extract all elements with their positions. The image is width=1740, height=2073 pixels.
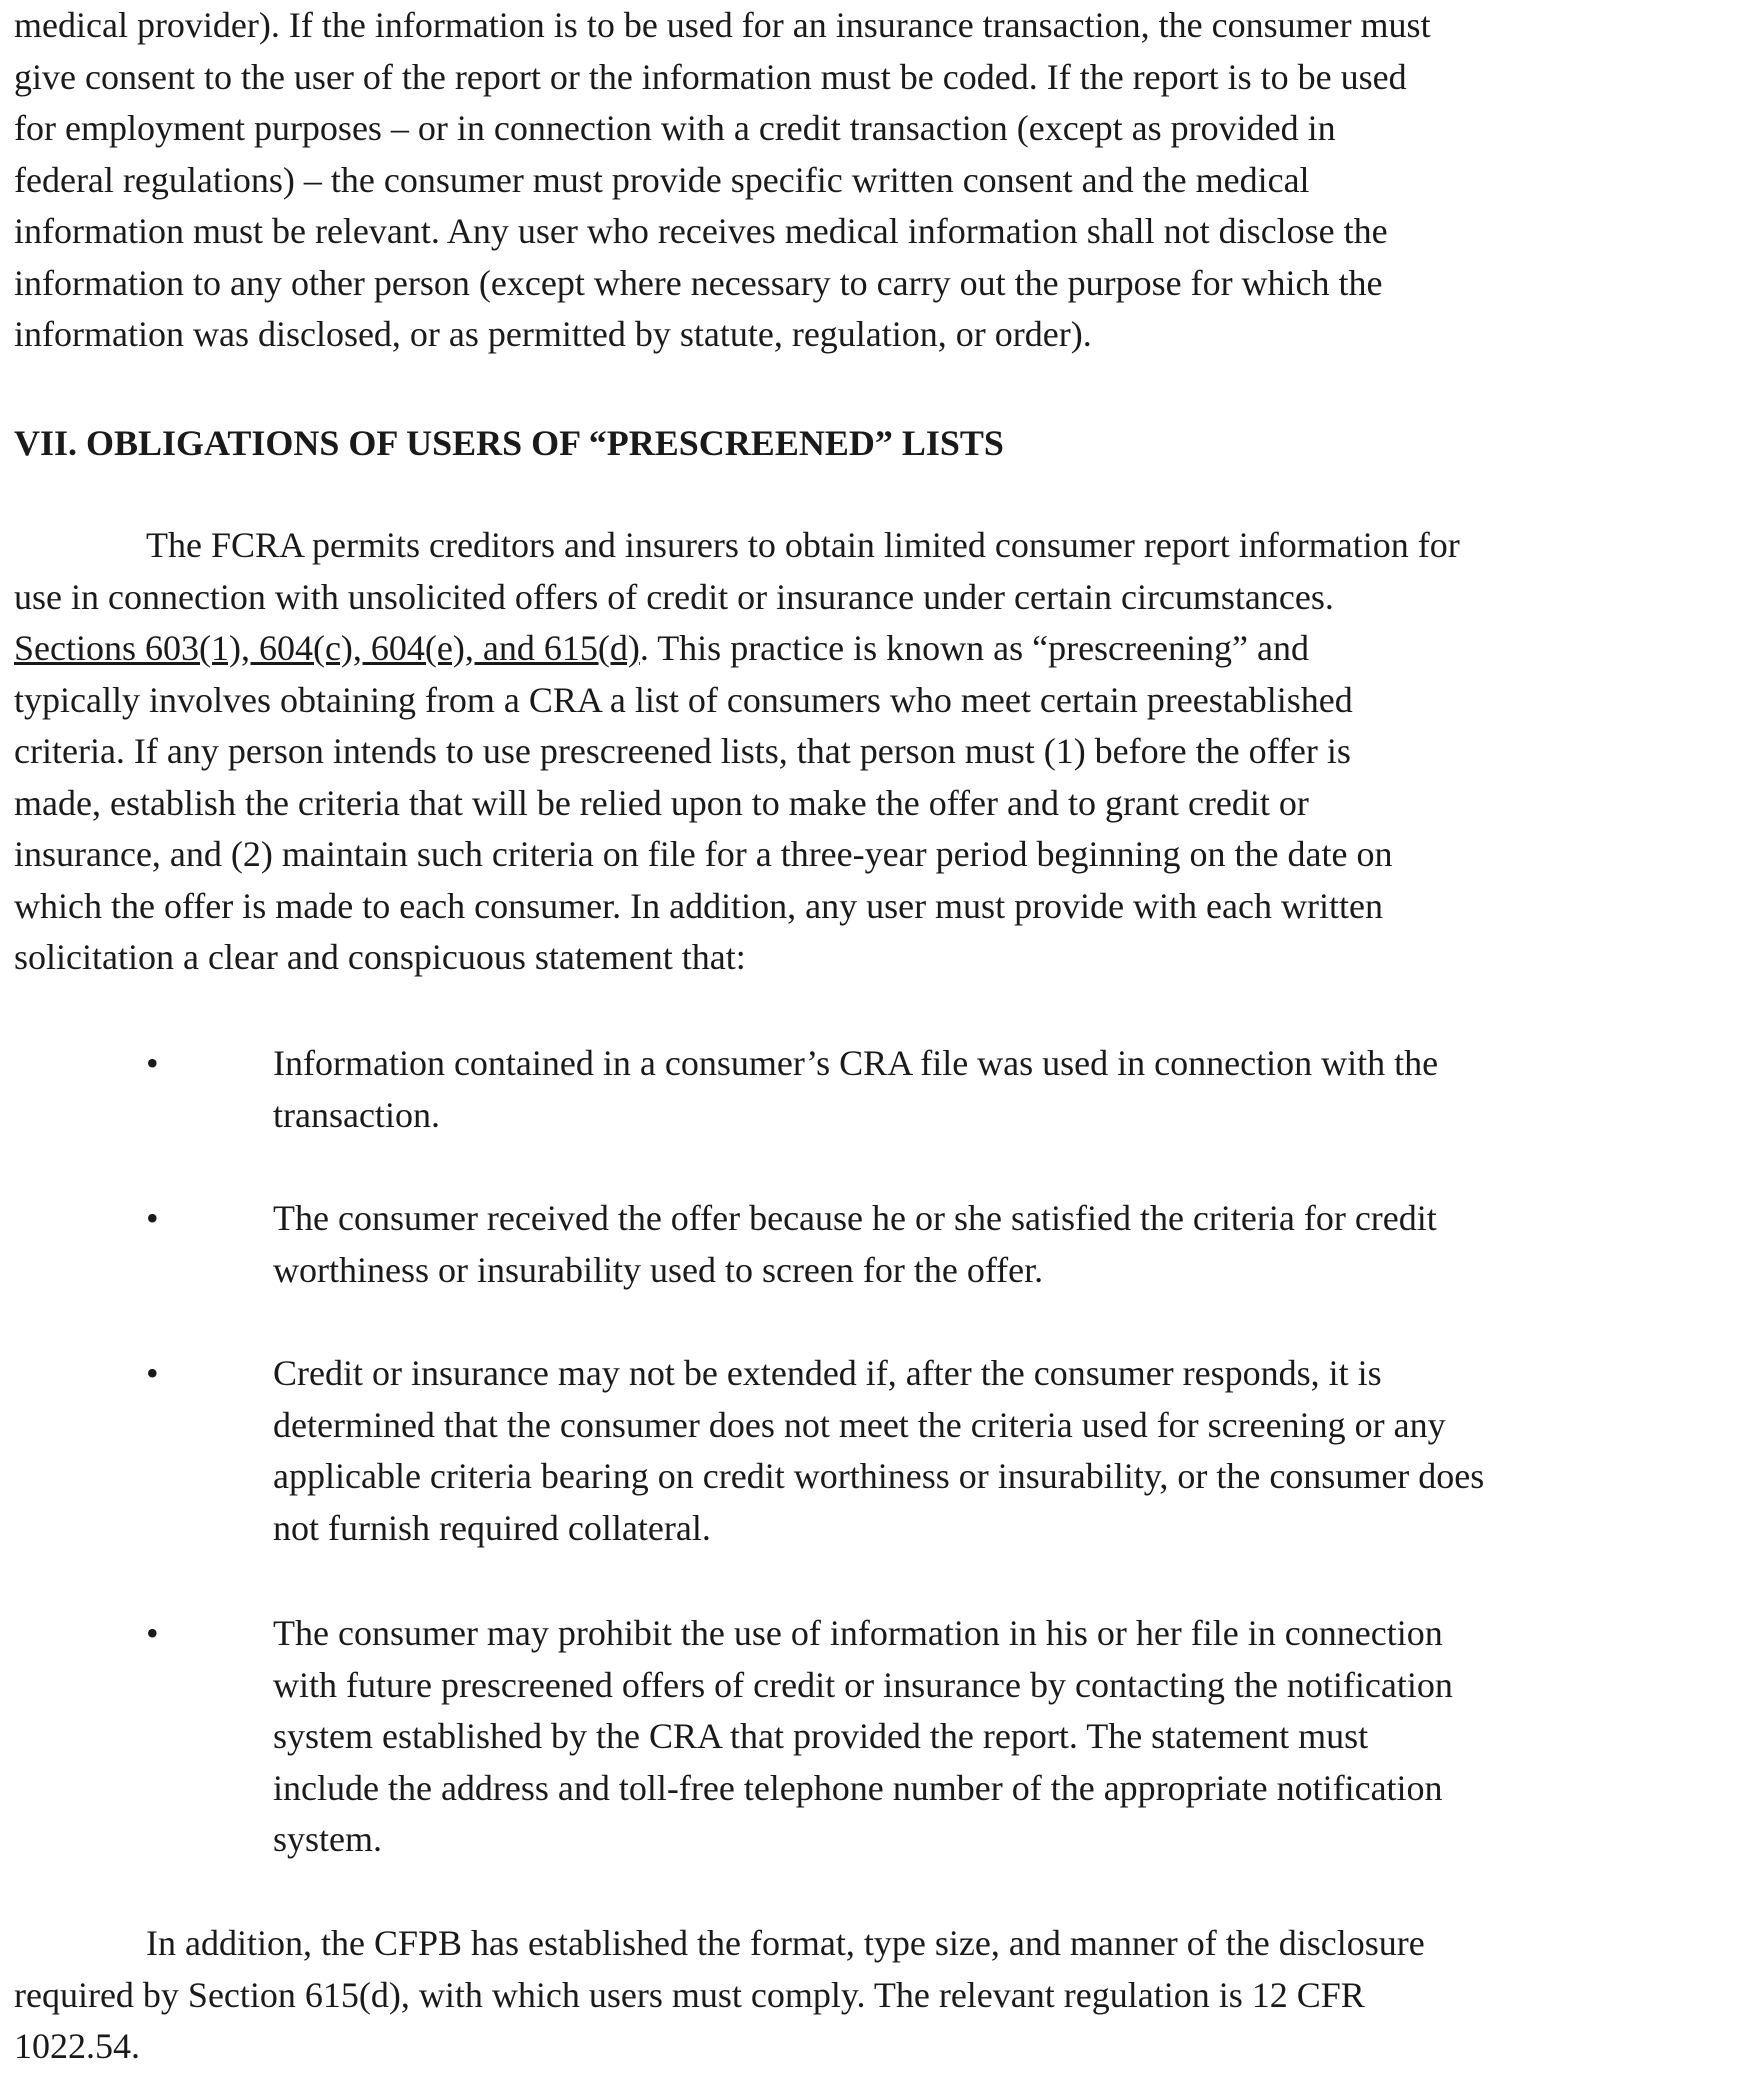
intro-line: information must be relevant. Any user who receives medical information shall not disclose the [14, 211, 1388, 251]
section-line: The FCRA permits creditors and insurers to obtain limited consumer report information for [146, 525, 1460, 565]
bullet-line: transaction. [273, 1094, 440, 1135]
bullet-line: Information contained in a consumer’s CRA file was used in connection with the [273, 1043, 1439, 1083]
bullet-line: determined that the consumer does not meet the criteria used for screening or any [273, 1404, 1446, 1445]
bullet-text [273, 1193, 1437, 1296]
closing-line: In addition, the CFPB has established the format, type size, and manner of the disclosure [146, 1923, 1425, 1963]
bullet-text [273, 1038, 1438, 1141]
bullet-line: The consumer received the offer because he or she satisfied the criteria for credit [273, 1198, 1437, 1238]
intro-line: information to any other person (except where necessary to carry out the purpose for which the [14, 262, 1383, 303]
section-heading: VII. OBLIGATIONS OF USERS OF “PRESCREENED” LISTS [14, 423, 1004, 463]
section-line: which the offer is made to each consumer. In addition, any user must provide with each written [14, 885, 1383, 926]
intro-line: federal regulations) – the consumer must provide specific written consent and the medical [14, 159, 1310, 200]
bullet-text [273, 1608, 1453, 1866]
bullet-icon: • [146, 1353, 159, 1393]
section-line-rest: . This practice is known as “prescreening” and [639, 628, 1309, 668]
intro-paragraph [14, 0, 1431, 361]
bullet-line: Credit or insurance may not be extended if, after the consumer responds, it is [273, 1353, 1382, 1393]
section-line-with-citation [14, 623, 1460, 675]
section-line: typically involves obtaining from a CRA a list of consumers who meet certain preestablished [14, 679, 1353, 720]
bullet-line: with future prescreened offers of credit or insurance by contacting the notification [273, 1664, 1453, 1705]
section-line: use in connection with unsolicited offers of credit or insurance under certain circumstances. [14, 576, 1334, 617]
intro-line: give consent to the user of the report or the information must be coded. If the report is to be used [14, 56, 1407, 97]
bullet-line: not furnish required collateral. [273, 1507, 711, 1548]
bullet-line: worthiness or insurability used to screen for the offer. [273, 1249, 1044, 1290]
bullet-line: include the address and toll-free telephone number of the appropriate notification [273, 1767, 1443, 1808]
bullet-line: applicable criteria bearing on credit worthiness or insurability, or the consumer does [273, 1456, 1485, 1496]
bullet-line: The consumer may prohibit the use of information in his or her file in connection [273, 1613, 1443, 1653]
statute-citation-link[interactable]: Sections 603(1), 604(c), 604(e), and 615(d) [14, 628, 640, 668]
closing-line: 1022.54. [14, 2026, 140, 2066]
bullet-line: system established by the CRA that provided the report. The statement must [273, 1716, 1369, 1756]
section-line: criteria. If any person intends to use prescreened lists, that person must (1) before the offer is [14, 731, 1351, 771]
bullet-line: system. [273, 1819, 383, 1859]
section-line: made, establish the criteria that will be relied upon to make the offer and to grant credit or [14, 782, 1309, 823]
section-paragraph [14, 520, 1460, 984]
section-line: insurance, and (2) maintain such criteria on file for a three-year period beginning on the date on [14, 834, 1393, 874]
intro-line: for employment purposes – or in connection with a credit transaction (except as provided in [14, 108, 1336, 148]
intro-line: information was disclosed, or as permitted by statute, regulation, or order). [14, 314, 1092, 354]
closing-line: required by Section 615(d), with which users must comply. The relevant regulation is 12 CFR [14, 1974, 1365, 2015]
bullet-icon: • [146, 1198, 159, 1238]
closing-paragraph [14, 1918, 1425, 2073]
bullet-icon: • [146, 1613, 159, 1653]
section-line: solicitation a clear and conspicuous statement that: [14, 937, 746, 977]
bullet-icon: • [146, 1043, 159, 1083]
bullet-text [273, 1348, 1484, 1554]
intro-line: medical provider). If the information is to be used for an insurance transaction, the consumer must [14, 5, 1431, 45]
